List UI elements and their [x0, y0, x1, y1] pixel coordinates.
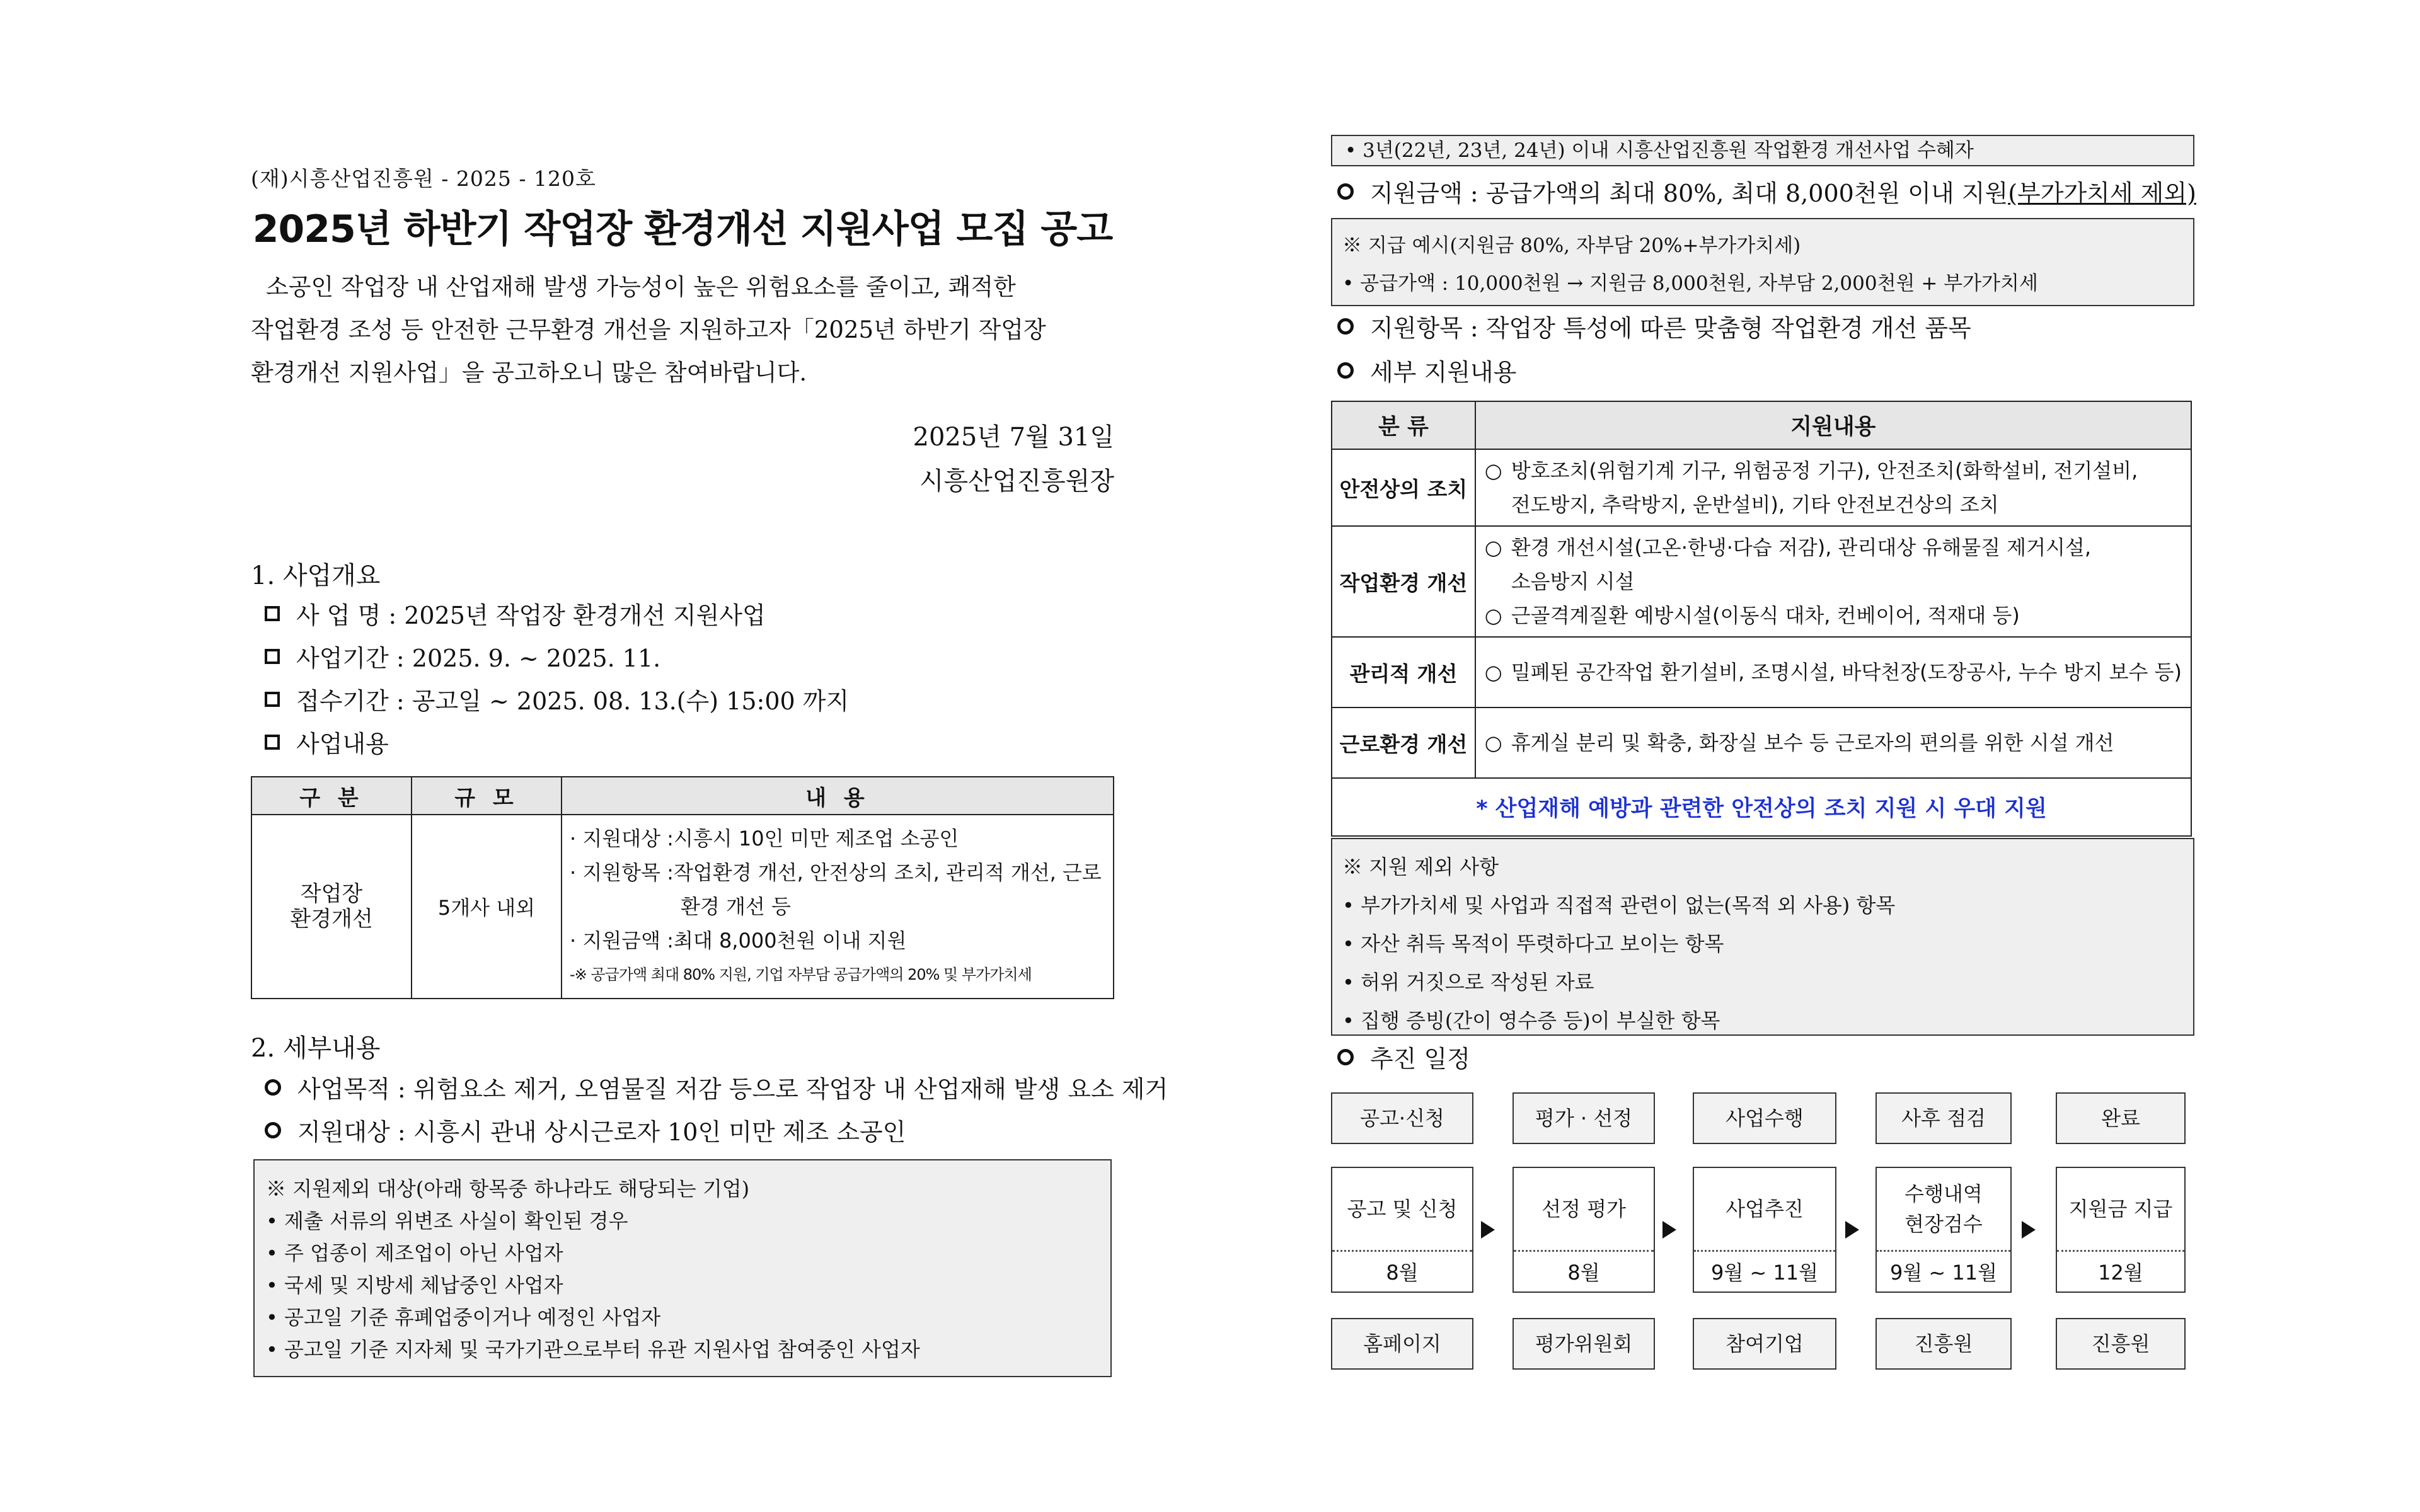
table-row	[1332, 707, 2191, 778]
table-row	[1332, 526, 2191, 637]
overview-value: 작업환경 개선, 안전상의 조치, 관리적 개선, 근로	[673, 861, 1102, 885]
example-line: • 공급가액 : 10,000천원 → 지원금 8,000천원, 자부담 2,000천원 + 부가가치세	[1342, 272, 2038, 295]
overview-item	[265, 596, 766, 631]
announcing-organization: 시흥산업진흥원장	[919, 467, 1114, 496]
schedule-stage-header: 사업수행	[1693, 1092, 1836, 1144]
support-line	[1485, 530, 2182, 564]
schedule-stage-header: 사후 점검	[1876, 1092, 2012, 1144]
overview-scale: 5개사 내외	[412, 815, 562, 999]
support-line-text: 전도방지, 추락방지, 운반설비), 기타 안전보건상의 조치	[1511, 493, 1999, 517]
schedule-period: 12월	[2098, 1261, 2143, 1285]
detail-item	[265, 1113, 906, 1147]
bullet-spacer	[1485, 564, 1511, 598]
support-line	[1485, 564, 2182, 598]
support-items-text: 지원항목 : 작업장 특성에 따른 맞춤형 작업환경 개선 품목	[1370, 314, 1971, 342]
checkbox-square-icon	[265, 649, 280, 664]
checkbox-square-icon	[265, 692, 280, 707]
checkbox-square-icon	[265, 606, 280, 621]
schedule-step-label: 사업추진	[1694, 1168, 1835, 1252]
previous-recipient-box: • 3년(22년, 23년, 24년) 이내 시흥산업진흥원 작업환경 개선사업 수혜자	[1331, 135, 2194, 166]
payment-example-box	[1331, 218, 2194, 306]
exclusion-line: • 국세 및 지방세 체납중인 사업자	[266, 1273, 563, 1297]
arrow-right-icon	[1481, 1221, 1495, 1239]
overview-item	[265, 682, 849, 716]
section-2-title: 2. 세부내용	[251, 1034, 381, 1063]
circle-bullet-icon	[1337, 1049, 1354, 1065]
arrow-right-icon	[1845, 1221, 1859, 1239]
table-row	[1332, 637, 2191, 707]
detail-item	[265, 1070, 1168, 1104]
support-category: 안전상의 조치	[1332, 449, 1475, 526]
schedule-step	[2056, 1167, 2186, 1293]
support-line-text: 휴게실 분리 및 확충, 화장실 보수 등 근로자의 편의를 위한 시설 개선	[1511, 731, 2114, 755]
detail-item-text: 지원대상 : 시흥시 관내 상시근로자 10인 미만 제조 소공인	[297, 1118, 906, 1146]
arrow-right-icon	[2022, 1221, 2036, 1239]
circle-bullet-icon	[1337, 362, 1354, 379]
document-title: 2025년 하반기 작업장 환경개선 지원사업 모집 공고	[252, 207, 1113, 251]
support-content	[1475, 449, 2191, 526]
overview-content-line	[570, 822, 1104, 856]
support-category: 근로환경 개선	[1332, 707, 1475, 778]
schedule-period: 8월	[1386, 1261, 1419, 1285]
schedule-owner: 평가위원회	[1512, 1318, 1655, 1370]
schedule-stage-header: 공고·신청	[1331, 1092, 1473, 1144]
exclusion-line: • 자산 취득 목적이 뚜렷하다고 보이는 항목	[1342, 932, 1724, 956]
overview-key: · 지원대상 :	[570, 827, 674, 850]
table-header: 구 분	[251, 777, 412, 815]
schedule-step	[1693, 1167, 1836, 1293]
overview-key: · 지원항목 :	[570, 861, 674, 885]
announcement-date: 2025년 7월 31일	[913, 423, 1114, 452]
exclusion-target-box	[253, 1159, 1112, 1377]
exclusion-line: • 주 업종이 제조업이 아닌 사업자	[266, 1241, 563, 1265]
support-line-text: 근골격계질환 예방시설(이동식 대차, 컨베이어, 적재대 등)	[1511, 604, 2020, 627]
schedule-owner: 진흥원	[2056, 1318, 2186, 1370]
intro-paragraph	[251, 266, 1114, 394]
schedule-owner: 홈페이지	[1331, 1318, 1473, 1370]
arrow-right-icon	[1662, 1221, 1676, 1239]
support-content	[1475, 526, 2191, 637]
support-line	[1485, 655, 2182, 689]
table-header-row	[251, 777, 1114, 815]
circle-bullet-icon	[265, 1122, 281, 1138]
overview-content-line	[570, 924, 1104, 958]
detail-support-line	[1337, 353, 1516, 387]
exclusion-line: • 공고일 기준 휴폐업중이거나 예정인 사업자	[266, 1305, 661, 1329]
schedule-step	[1331, 1167, 1473, 1293]
circle-bullet-icon: ○	[1484, 731, 1502, 755]
circle-bullet-icon: ○	[1484, 604, 1502, 627]
schedule-step-label: 수행내역 현장검수	[1877, 1168, 2010, 1252]
overview-item-text: 사업내용	[296, 730, 389, 758]
intro-line: 소공인 작업장 내 산업재해 발생 가능성이 높은 위험요소를 줄이고, 쾌적한	[266, 273, 1016, 301]
schedule-step-label: 공고 및 신청	[1332, 1168, 1472, 1252]
schedule-period: 9월 ~ 11월	[1710, 1261, 1819, 1285]
schedule-owner: 참여기업	[1693, 1318, 1836, 1370]
overview-item	[265, 639, 660, 673]
schedule-title	[1337, 1040, 1470, 1074]
support-category: 작업환경 개선	[1332, 526, 1475, 637]
exclusion-line: • 제출 서류의 위변조 사실이 확인된 경우	[266, 1209, 628, 1233]
exclusion-line: ※ 지원제외 대상(아래 항목중 하나라도 해당되는 기업)	[266, 1177, 750, 1201]
detail-support-text: 세부 지원내용	[1370, 358, 1517, 386]
support-line	[1485, 488, 2182, 522]
schedule-step	[1512, 1167, 1655, 1293]
circle-bullet-icon	[1337, 318, 1354, 335]
table-header: 지원내용	[1475, 401, 2191, 449]
support-items-line	[1337, 309, 1971, 343]
overview-content	[562, 815, 1114, 999]
support-content	[1475, 707, 2191, 778]
overview-item-text: 사업기간 : 2025. 9. ~ 2025. 11.	[296, 644, 661, 672]
overview-item	[265, 724, 389, 759]
support-line-text: 환경 개선시설(고온·한냉·다습 저감), 관리대상 유해물질 제거시설,	[1511, 536, 2091, 559]
support-line-text: 소음방지 시설	[1511, 570, 1635, 593]
support-category: 관리적 개선	[1332, 637, 1475, 707]
overview-content-line	[570, 856, 1104, 890]
circle-bullet-icon: ○	[1484, 536, 1502, 559]
exclusion-line: ※ 지원 제외 사항	[1342, 855, 1499, 879]
table-row	[1332, 449, 2191, 526]
overview-table	[251, 776, 1114, 999]
support-exclusion-box	[1331, 838, 2194, 1036]
exclusion-line: • 공고일 기준 지자체 및 국가기관으로부터 유관 지원사업 참여중인 사업자	[266, 1337, 920, 1361]
amount-vat-note: (부가가치세 제외)	[2008, 180, 2196, 207]
table-row	[251, 815, 1114, 999]
overview-value: 환경 개선 등	[681, 895, 791, 919]
detail-item-text: 사업목적 : 위험요소 제거, 오염물질 저감 등으로 작업장 내 산업재해 발생 요소 제거	[297, 1075, 1168, 1103]
overview-item-text: 접수기간 : 공고일 ~ 2025. 08. 13.(수) 15:00 까지	[296, 687, 850, 715]
exclusion-line: • 집행 증빙(간이 영수증 등)이 부실한 항목	[1342, 1009, 1720, 1033]
intro-line: 환경개선 지원사업」을 공고하오니 많은 참여바랍니다.	[251, 359, 807, 386]
exclusion-line: • 허위 거짓으로 작성된 자료	[1342, 970, 1594, 994]
support-line-text: 밀폐된 공간작업 환기설비, 조명시설, 바닥천장(도장공사, 누수 방지 보수 등)	[1511, 660, 2182, 684]
checkbox-square-icon	[265, 735, 280, 750]
schedule-title-text: 추진 일정	[1370, 1045, 1470, 1073]
schedule-period: 8월	[1567, 1261, 1600, 1285]
support-line	[1485, 598, 2182, 633]
overview-content-line	[570, 890, 1104, 924]
table-header: 규 모	[412, 777, 562, 815]
amount-line	[1337, 174, 2196, 209]
schedule-stage-header: 완료	[2056, 1092, 2186, 1144]
amount-text: 지원금액 : 공급가액의 최대 80%, 최대 8,000천원 이내 지원	[1370, 180, 2008, 207]
overview-note: -※ 공급가액 최대 80% 지원, 기업 자부담 공급가액의 20% 및 부가가치세	[570, 966, 1032, 983]
circle-bullet-icon	[265, 1079, 281, 1096]
schedule-owner: 진흥원	[1876, 1318, 2012, 1370]
support-line-text: 방호조치(위험기계 기구, 위험공정 기구), 안전조치(화학설비, 전기설비,	[1511, 459, 2138, 483]
table-header-row	[1332, 401, 2191, 449]
schedule-step-label: 지원금 지급	[2057, 1168, 2184, 1252]
support-line	[1485, 726, 2182, 760]
circle-bullet-icon: ○	[1484, 660, 1502, 684]
schedule-step-label: 선정 평가	[1514, 1168, 1654, 1252]
overview-category: 작업장 환경개선	[251, 815, 412, 999]
support-line	[1485, 454, 2182, 488]
table-header: 내 용	[562, 777, 1114, 815]
intro-line: 작업환경 조성 등 안전한 근무환경 개선을 지원하고자「2025년 하반기 작업장	[251, 316, 1046, 343]
overview-key: · 지원금액 :	[570, 929, 674, 953]
exclusion-line: • 부가가치세 및 사업과 직접적 관련이 없는(목적 외 사용) 항목	[1342, 893, 1896, 917]
schedule-step	[1876, 1167, 2012, 1293]
circle-bullet-icon: ○	[1484, 459, 1502, 483]
document-number: (재)시흥산업진흥원 - 2025 - 120호	[251, 166, 596, 191]
section-1-title: 1. 사업개요	[251, 561, 381, 590]
overview-value: 시흥시 10인 미만 제조업 소공인	[673, 827, 959, 850]
support-content	[1475, 637, 2191, 707]
bullet-spacer	[1485, 488, 1511, 522]
circle-bullet-icon	[1337, 183, 1354, 200]
table-footer-row	[1332, 778, 2191, 836]
schedule-stage-header: 평가 · 선정	[1512, 1092, 1655, 1144]
overview-value: 최대 8,000천원 이내 지원	[673, 929, 907, 953]
table-header: 분 류	[1332, 401, 1475, 449]
support-content-table	[1331, 401, 2192, 837]
preferential-support-note: * 산업재해 예방과 관련한 안전상의 조치 지원 시 우대 지원	[1332, 778, 2191, 836]
overview-item-text: 사 업 명 : 2025년 작업장 환경개선 지원사업	[296, 602, 766, 629]
example-line: ※ 지급 예시(지원금 80%, 자부담 20%+부가가치세)	[1342, 234, 1801, 257]
schedule-period: 9월 ~ 11월	[1889, 1261, 1998, 1285]
